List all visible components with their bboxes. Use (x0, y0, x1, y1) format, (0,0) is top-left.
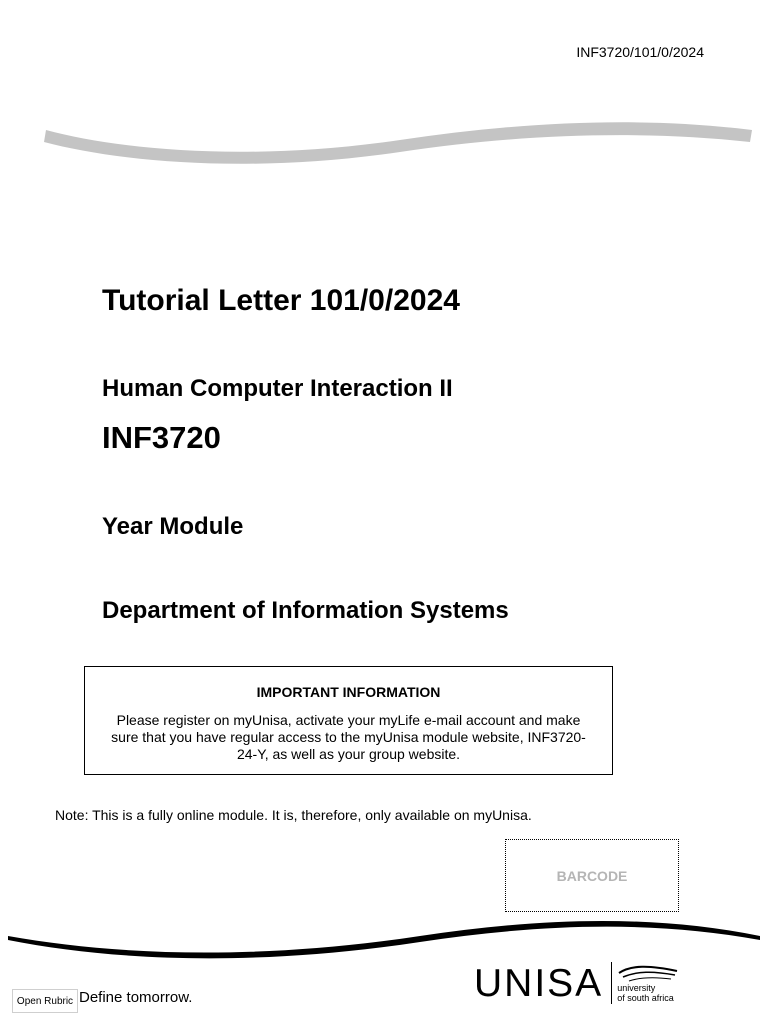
logo-south-africa-text: of south africa (617, 993, 674, 1003)
important-information-text: Please register on myUnisa, activate your myLife e-mail account and make sure that you have regular access to the myUnisa module website, INF3720-24-Y, as well as your group website. (111, 712, 586, 762)
important-information-box (84, 666, 613, 775)
tutorial-letter-title: Tutorial Letter 101/0/2024 (102, 284, 460, 317)
unisa-tagline: Define tomorrow. (79, 989, 193, 1006)
barcode-label: BARCODE (556, 867, 628, 884)
logo-divider (611, 962, 612, 1004)
unisa-wordmark: UNISA (474, 961, 604, 1005)
logo-text-group (617, 963, 679, 1003)
unisa-emblem-icon (617, 963, 679, 983)
online-module-note: Note: This is a fully online module. It is, therefore, only available on myUnisa. (55, 807, 532, 823)
important-information-heading: IMPORTANT INFORMATION (256, 684, 441, 700)
top-swoosh-decoration (40, 118, 756, 168)
open-rubric-button[interactable]: Open Rubric (12, 989, 78, 1013)
department-name: Department of Information Systems (102, 597, 509, 624)
module-name: Human Computer Interaction II (102, 375, 453, 402)
document-reference: INF3720/101/0/2024 (576, 44, 704, 60)
barcode-placeholder (505, 839, 679, 912)
bottom-swoosh-decoration (0, 908, 768, 968)
module-code: INF3720 (102, 420, 221, 455)
logo-university-text: university (617, 983, 656, 993)
module-type: Year Module (102, 513, 244, 540)
unisa-logo (474, 962, 679, 1004)
